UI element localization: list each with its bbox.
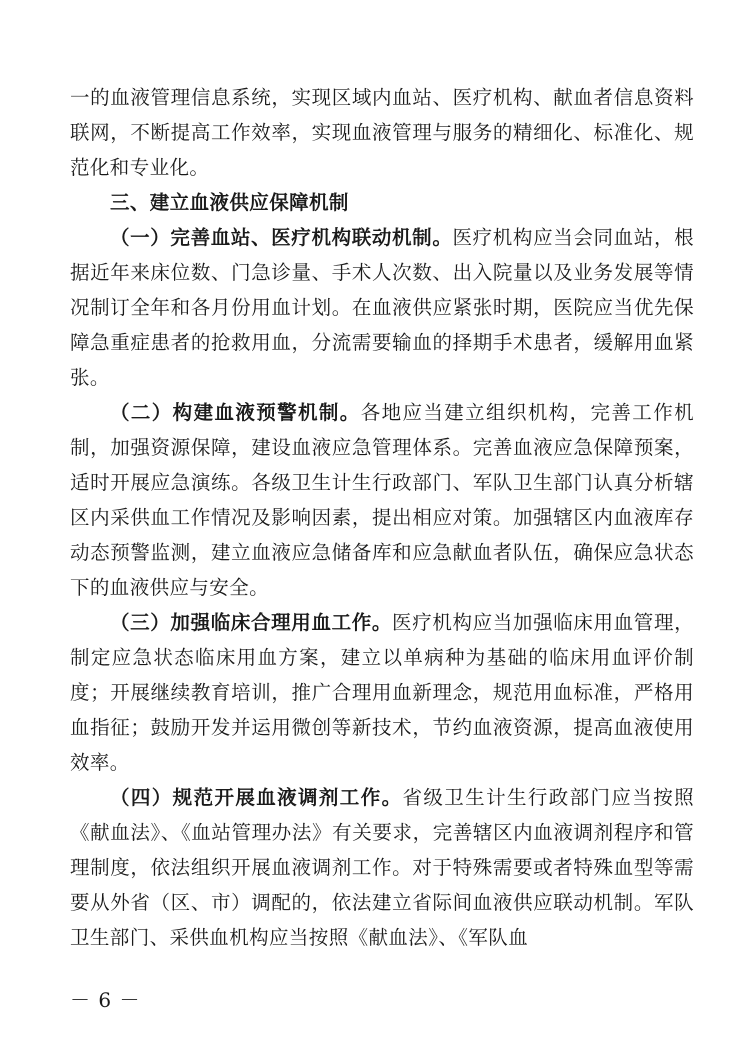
- paragraph-3: [70, 605, 694, 780]
- paragraph-3-body: 医疗机构应当加强临床用血管理，制定应急状态临床用血方案，建立以单病种为基础的临床用血评价制度；开展继续教育培训，推广合理用血新理念，规范用血标准，严格用血指征；鼓励开发并运用微创等新技术，节约血液资源，提高血液使用效率。: [70, 611, 694, 774]
- page-number: － 6 －: [70, 988, 141, 1012]
- paragraph-4-lead: （四）规范开展血液调剂工作。: [110, 786, 403, 809]
- paragraph-1: [70, 220, 694, 395]
- paragraph-4-body: 省级卫生计生行政部门应当按照《献血法》、《血站管理办法》有关要求，完善辖区内血液调剂程序和管理制度，依法组织开展血液调剂工作。对于特殊需要或者特殊血型等需要从外省（区、市）调配的，依法建立省际间血液供应联动机制。军队卫生部门、采供血机构应当按照《献血法》、《军队血: [70, 786, 694, 949]
- paragraph-2: [70, 395, 694, 605]
- section-heading: 三、建立血液供应保障机制: [110, 191, 349, 214]
- paragraph-4: [70, 780, 694, 955]
- paragraph-1-lead: （一）完善血站、医疗机构联动机制。: [110, 226, 453, 249]
- continuation-paragraph: 一的血液管理信息系统，实现区域内血站、医疗机构、献血者信息资料联网，不断提高工作效率，实现血液管理与服务的精细化、标准化、规范化和专业化。: [70, 86, 694, 179]
- paragraph-3-lead: （三）加强临床合理用血工作。: [110, 611, 393, 634]
- paragraph-2-body: 各地应当建立组织机构，完善工作机制，加强资源保障，建设血液应急管理体系。完善血液应急保障预案，适时开展应急演练。各级卫生计生行政部门、军队卫生部门认真分析辖区内采供血工作情况及影响因素，提出相应对策。加强辖区内血液库存动态预警监测，建立血液应急储备库和应急献血者队伍，确保应急状态下的血液供应与安全。: [70, 401, 694, 599]
- paragraph-1-body: 医疗机构应当会同血站，根据近年来床位数、门急诊量、手术人次数、出入院量以及业务发展等情况制订全年和各月份用血计划。在血液供应紧张时期，医院应当优先保障急重症患者的抢救用血，分流需要输血的择期手术患者，缓解用血紧张。: [70, 226, 694, 389]
- paragraph-2-lead: （二）构建血液预警机制。: [110, 401, 361, 424]
